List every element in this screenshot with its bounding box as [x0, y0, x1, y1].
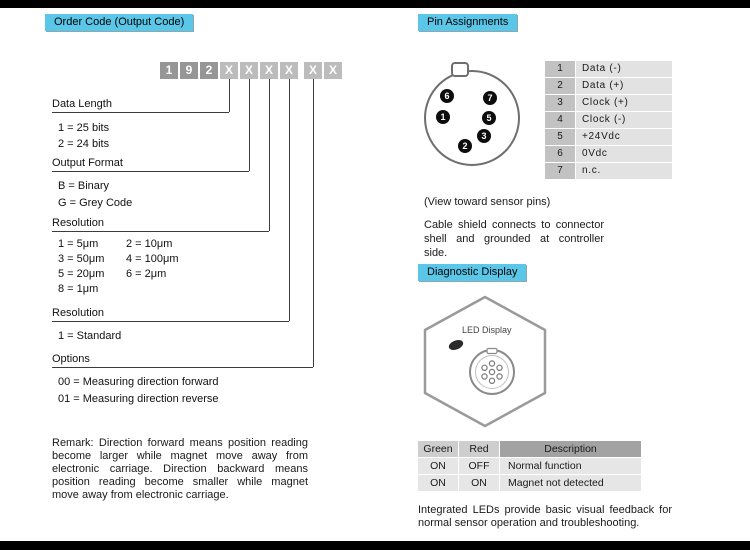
- table-row: [545, 95, 672, 111]
- bottom-border-bar: [0, 541, 750, 550]
- resolution1-item-2: 2 = 10μm: [126, 238, 173, 250]
- pin-signal: Clock (-): [576, 112, 672, 128]
- table-row: [545, 61, 672, 77]
- pin-number: 2: [545, 78, 575, 94]
- pin-signal: 0Vdc: [576, 146, 672, 162]
- pin-signal: +24Vdc: [576, 129, 672, 145]
- resolution1-item-5: 5 = 20μm: [58, 268, 105, 280]
- pin-signal: Clock (+): [576, 95, 672, 111]
- led-display-label: LED Display: [462, 325, 512, 335]
- resolution1-item-6: 6 = 2μm: [126, 268, 167, 280]
- table-row: [545, 163, 672, 179]
- sensor-body-diagram: [420, 292, 550, 432]
- code-x-5: X: [304, 62, 322, 79]
- header-red: Red: [459, 441, 499, 457]
- connector-pin-3: 3: [477, 129, 491, 143]
- code-digit-2: 9: [180, 62, 198, 79]
- resolution2-label: Resolution: [52, 307, 104, 319]
- table-row: [418, 458, 642, 474]
- connector-pin-6: 6: [440, 89, 454, 103]
- connector-line-output-format: [249, 79, 250, 171]
- resolution1-item-7: 8 = 1μm: [58, 283, 99, 295]
- order-code-header: Order Code (Output Code): [45, 14, 193, 31]
- pin-number: 7: [545, 163, 575, 179]
- header-green: Green: [418, 441, 458, 457]
- pin-number: 4: [545, 112, 575, 128]
- state-description: Normal function: [500, 458, 641, 474]
- code-x-1: X: [220, 62, 238, 79]
- table-row: [418, 475, 642, 491]
- connector-pin-5: 5: [482, 111, 496, 125]
- options-item-1: 00 = Measuring direction forward: [58, 376, 219, 388]
- green-state: ON: [418, 475, 458, 491]
- table-row: [545, 129, 672, 145]
- data-length-label: Data Length: [52, 98, 112, 110]
- pin-signal: Data (+): [576, 78, 672, 94]
- pin-assignments-header: Pin Assignments: [418, 14, 517, 31]
- output-format-item-1: B = Binary: [58, 180, 110, 192]
- code-digit-1: 1: [160, 62, 178, 79]
- options-underline: [52, 367, 313, 368]
- code-x-4: X: [280, 62, 298, 79]
- resolution2-underline: [52, 321, 289, 322]
- connector-line-resolution1: [269, 79, 270, 231]
- pin-number: 1: [545, 61, 575, 77]
- diagnostic-display-header: Diagnostic Display: [418, 264, 526, 281]
- sensor-hexagon-drawing: [420, 292, 550, 432]
- code-x-6: X: [324, 62, 342, 79]
- green-state: ON: [418, 458, 458, 474]
- table-row: [545, 146, 672, 162]
- pin-number: 5: [545, 129, 575, 145]
- table-row: [545, 78, 672, 94]
- pin-number: 6: [545, 146, 575, 162]
- output-format-underline: [52, 171, 249, 172]
- output-format-label: Output Format: [52, 157, 123, 169]
- pin-signal: Data (-): [576, 61, 672, 77]
- state-description: Magnet not detected: [500, 475, 641, 491]
- connector-pin-1: 1: [436, 110, 450, 124]
- connector-pin-7: 7: [483, 91, 497, 105]
- data-length-item-2: 2 = 24 bits: [58, 138, 110, 150]
- pin-number: 3: [545, 95, 575, 111]
- resolution1-item-4: 4 = 100μm: [126, 253, 179, 265]
- red-state: ON: [459, 475, 499, 491]
- resolution2-item-1: 1 = Standard: [58, 330, 122, 342]
- diagnostic-note: Integrated LEDs provide basic visual feedback for normal sensor operation and troubleshooting.: [418, 504, 672, 529]
- code-x-3: X: [260, 62, 278, 79]
- header-description: Description: [500, 441, 641, 457]
- red-state: OFF: [459, 458, 499, 474]
- resolution1-item-3: 3 = 50μm: [58, 253, 105, 265]
- pin-signal: n.c.: [576, 163, 672, 179]
- pin-assignment-table: [545, 61, 672, 180]
- resolution1-label: Resolution: [52, 217, 104, 229]
- options-label: Options: [52, 353, 90, 365]
- view-note: (View toward sensor pins): [424, 196, 551, 208]
- connector-line-data-length: [229, 79, 230, 112]
- order-code-remark: Remark: Direction forward means position reading become larger while magnet move away from electronic carriage. Direction backward means position reading become smaller while magnet move away from electronic carriage.: [52, 437, 308, 501]
- connector-line-resolution2: [289, 79, 290, 321]
- top-border-bar: [0, 0, 750, 8]
- resolution1-item-1: 1 = 5μm: [58, 238, 99, 250]
- connector-keyway: [451, 62, 469, 77]
- cable-shield-note: Cable shield connects to connector shell and grounded at controller side.: [424, 219, 604, 259]
- table-row: [545, 112, 672, 128]
- connector-line-options: [313, 79, 314, 367]
- diagnostic-led-table: [418, 441, 642, 492]
- resolution1-underline: [52, 231, 269, 232]
- options-item-2: 01 = Measuring direction reverse: [58, 393, 219, 405]
- data-length-underline: [52, 112, 229, 113]
- output-format-item-2: G = Grey Code: [58, 197, 133, 209]
- data-length-item-1: 1 = 25 bits: [58, 122, 110, 134]
- code-x-2: X: [240, 62, 258, 79]
- code-digit-3: 2: [200, 62, 218, 79]
- connector-pin-2: 2: [458, 139, 472, 153]
- table-header-row: [418, 441, 642, 457]
